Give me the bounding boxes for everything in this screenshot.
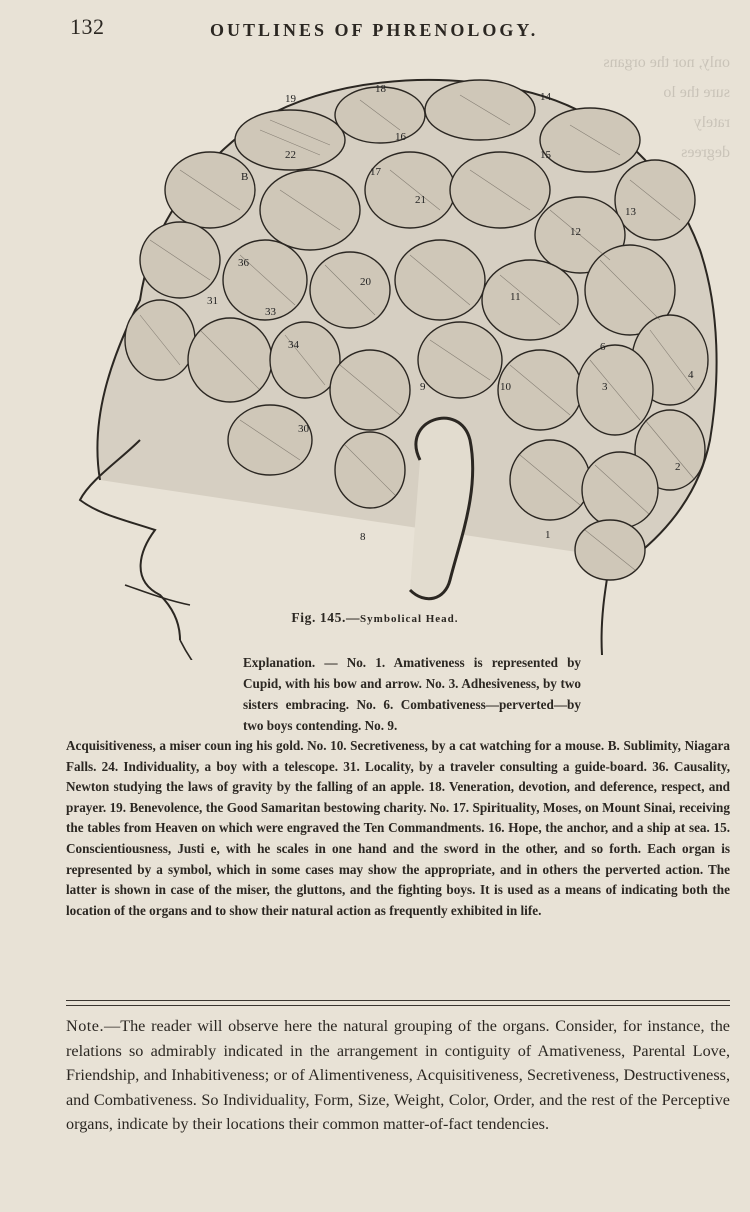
bleed-line: rately [693, 114, 730, 131]
region-number-label: 20 [360, 276, 371, 288]
symbolical-head-illustration [70, 60, 730, 660]
note-text: —The reader will observe here the natural grouping of the organs. Consider, for instance, the relations so admirably indicated in the arrangement in contiguity of Amativeness, Parental Love, Friendship, and Inhabitiveness; or of Alimentiveness, Acquisitiveness, Secretiveness, Destructiveness, and Combativeness. So Individuality, Form, Size, Weight, Color, Order, and the rest of the Perceptive organs, indicate by their locations their common matter-of-fact tendencies. [66, 1017, 730, 1134]
region-number-label: 10 [500, 381, 511, 393]
region-number-label: 1 [545, 529, 551, 541]
region-number-label: 2 [675, 461, 681, 473]
jaw-line [180, 640, 250, 660]
region-number-label: 17 [370, 166, 381, 178]
region-number-label: B [241, 171, 249, 183]
region-number-label: 8 [360, 531, 366, 543]
region-number-label: 31 [207, 295, 218, 307]
nose-lips [125, 585, 190, 605]
caption-prefix: Fig. 145.— [291, 610, 361, 625]
region-number-label: 6 [600, 341, 606, 353]
region-number-label: 30 [298, 423, 309, 435]
note-paragraph [66, 1014, 730, 1137]
note-label: Note. [66, 1017, 105, 1035]
region-number-label: 14 [540, 91, 551, 103]
page-number: 132 [70, 14, 105, 39]
region-number-label: 22 [285, 149, 296, 161]
region-number-label: 15 [540, 149, 551, 161]
explanation-paragraph-start: Explanation. — No. 1. Amativeness is represented by Cupid, with his bow and arrow. No. 3. Adhesiveness, by two sisters embracing. No. 6. Combativeness—perverted—by two boys contending. No. 9. [243, 655, 581, 733]
region-number-label: 33 [265, 306, 276, 318]
ear [410, 418, 473, 599]
region-number-label: 4 [688, 369, 694, 381]
region-number-label: 12 [570, 226, 581, 238]
head-engraving [70, 60, 730, 660]
figure-caption [0, 610, 750, 626]
bleed-line: sure the lo [663, 84, 730, 101]
bleed-line: only, nor the organs [603, 54, 730, 71]
bleed-line: degrees [681, 144, 730, 161]
region-number-label: 19 [285, 93, 296, 105]
region-number-label: 3 [602, 381, 608, 393]
region-number-label: 36 [238, 257, 249, 269]
explanation-paragraph-continued: Acquisitiveness, a miser coun ing his gold. No. 10. Secretiveness, by a cat watching for a mouse. B. Sublimity, Niagara Falls. 24. Individuality, a boy with a telescope. 31. Locality, by a traveler consulting a guide-board. 36. Causality, Newton studying the laws of gravity by the falling of an apple. 18. Veneration, devotion, and deference, respect, and prayer. 19. Benevolence, the Good Samaritan bestowing charity. No. 17. Spirituality, Moses, on Mount Sinai, receiving the tables from Heaven on which were engraved the Ten Commandments. 16. Hope, the anchor, and a ship at sea. 15. Conscientiousness, Justi e, with he scales in one hand and the sword in the other, and so forth. Each organ is represented by a symbol, which in some cases may show the appropriate, and in others the perverted action. The latter is shown in case of the miser, the gluttons, and the fighting boys. It is used as a means of indicating both the location of the organs and to show their natural action as frequently exhibited in life. [66, 738, 730, 918]
running-title: OUTLINES OF PHRENOLOGY. [210, 20, 539, 40]
caption-title: Symbolical Head. [360, 613, 459, 625]
region-number-label: 13 [625, 206, 636, 218]
double-rule-divider [66, 1000, 730, 1006]
region-number-label: 34 [288, 339, 299, 351]
region-number-label: 21 [415, 194, 426, 206]
region-number-label: 9 [420, 381, 426, 393]
region-number-label: 11 [510, 291, 521, 303]
region-number-label: 18 [375, 83, 386, 95]
region-number-label: 16 [395, 131, 406, 143]
